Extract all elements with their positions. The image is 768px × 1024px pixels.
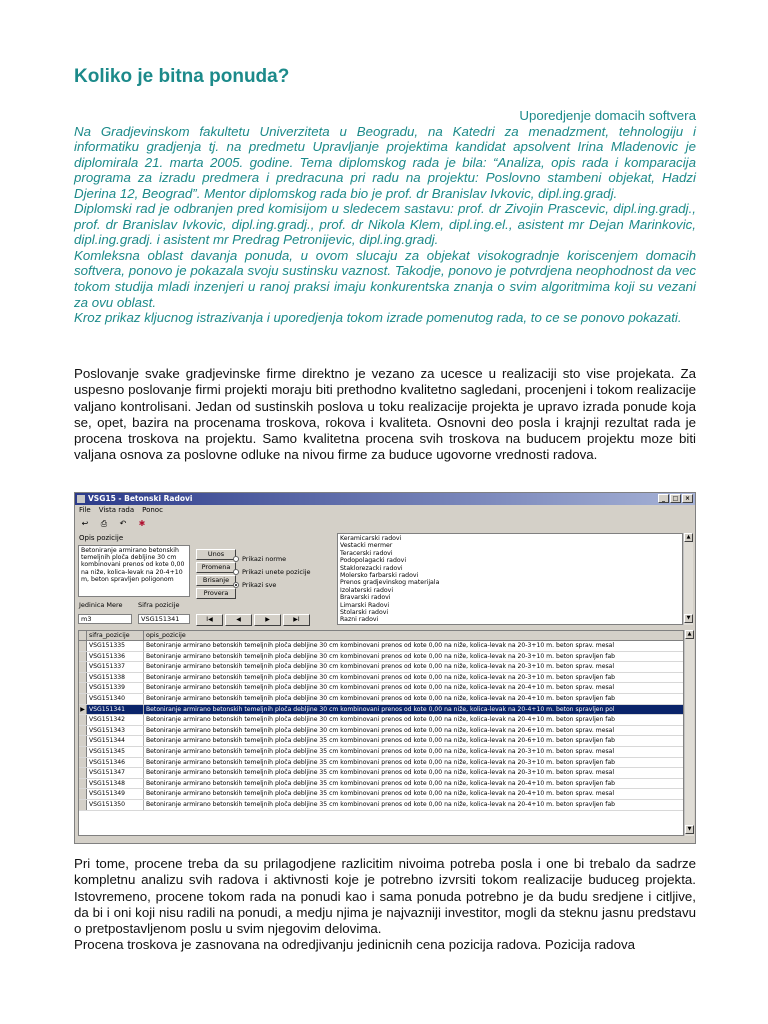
header-selector [79, 631, 87, 640]
cell-sifra[interactable]: VSG151347 [87, 768, 144, 778]
row-selector[interactable] [79, 747, 87, 757]
list-item[interactable]: Keramicarski radovi [340, 535, 402, 542]
row-selector[interactable] [79, 715, 87, 725]
row-selector[interactable] [79, 641, 87, 651]
category-scrollbar[interactable] [683, 533, 693, 625]
table-body [79, 641, 683, 811]
provera-button[interactable]: Provera [196, 588, 236, 599]
cell-opis[interactable]: Betoniranje armirano betonskih temeljnih ploča debljine 35 cm kombinovani prenos od kote 0,00 na niže, kolica-levak na 20-3+10 m. beton sprav. mesal [146, 769, 615, 777]
minimize-icon[interactable]: _ [658, 494, 669, 503]
scroll-down-icon[interactable]: ▼ [685, 825, 694, 834]
table-row[interactable] [79, 694, 683, 705]
table-row[interactable] [79, 736, 683, 747]
last-record-button[interactable]: ▶I [283, 614, 310, 626]
back-icon[interactable]: ↩ [81, 519, 89, 528]
toolbar [77, 517, 150, 531]
intro-paragraph: Kroz prikaz kljucnog istrazivanja i uporedjenja tokom izrade pomenutog rada, to ce se ponovo pokazati. [74, 310, 682, 326]
cell-sifra[interactable]: VSG151337 [87, 662, 144, 672]
menu-file[interactable]: File [79, 506, 91, 514]
column-header-sifra[interactable]: sifra_pozicije [87, 631, 144, 640]
row-selector[interactable]: ▶ [79, 705, 87, 715]
table-row[interactable] [79, 662, 683, 673]
scroll-up-icon[interactable]: ▲ [684, 533, 693, 542]
cell-opis[interactable]: Betoniranje armirano betonskih temeljnih ploča debljine 35 cm kombinovani prenos od kote 0,00 na niže, kolica-levak na 20-4+10 m. beton sprav. mesal [146, 790, 615, 798]
cell-opis[interactable]: Betoniranje armirano betonskih temeljnih ploča debljine 35 cm kombinovani prenos od kote 0,00 na niže, kolica-levak na 20-4+10 m. beton spravljen fab [146, 800, 616, 808]
body-paragraph: Procena troskova je zasnovana na odredjivanju jedinicnih cena pozicija radova. Pozicija radova [74, 937, 636, 953]
description-label: Opis pozicije [79, 534, 124, 542]
list-item[interactable]: Bravarski radovi [340, 594, 391, 602]
radio-prikazi-norme[interactable] [233, 555, 286, 563]
row-selector[interactable] [79, 768, 87, 778]
list-item[interactable]: Molersko farbarski radovi [340, 572, 419, 580]
table-row[interactable] [79, 673, 683, 684]
list-item[interactable]: Izolaterski radovi [340, 586, 394, 594]
row-selector[interactable] [79, 779, 87, 789]
table-row[interactable] [79, 652, 683, 663]
cell-sifra[interactable]: VSG151346 [87, 758, 144, 768]
row-selector[interactable] [79, 683, 87, 693]
menu-vista-rada[interactable]: Vista rada [98, 506, 135, 514]
body-paragraph: Poslovanje svake gradjevinske firme direktno je vezano za ucesce u realizaciji sto vise projekata. Za uspesno poslovanje firmi projekti moraju biti prethodno kvalitetno sagledani, procenjeni i tokom realizacije valjano kontrolisani. Jedan od sustinskih poslova u toku realizacije projekta je upravo izrada ponude koja se, opet, bazira na procenama troskova, rokova i kvaliteta. Osnovni deo posla i krajnji rezultat rada je procena troskova na projektu. Samo kvalitetna procena svih troskova na buducem projektu moze biti valjana osnova za poslovne odluke na nivou firme za buduce ugovorne vrednosti radova. [74, 366, 696, 463]
cell-opis[interactable]: Betoniranje armirano betonskih temeljnih ploča debljine 30 cm kombinovani prenos od kote 0,00 na niže, kolica-levak na 20-3+10 m. beton sprav. mesal [146, 663, 615, 671]
cell-sifra[interactable]: VSG151348 [87, 779, 144, 789]
cell-sifra[interactable]: VSG151342 [87, 715, 144, 725]
table-row[interactable] [79, 715, 683, 726]
scroll-track[interactable] [685, 639, 694, 825]
category-list[interactable] [337, 533, 683, 625]
row-selector[interactable] [79, 758, 87, 768]
table-row[interactable] [79, 779, 683, 790]
menu-ponoc[interactable]: Ponoc [142, 506, 163, 514]
cell-opis[interactable]: Betoniranje armirano betonskih temeljnih ploča debljine 30 cm kombinovani prenos od kote 0,00 na niže, kolica-levak na 20-4+10 m. beton sprav. mesal [146, 684, 615, 692]
first-record-button[interactable]: I◀ [196, 614, 223, 626]
cell-opis[interactable]: Betoniranje armirano betonskih temeljnih ploča debljine 35 cm kombinovani prenos od kote 0,00 na niže, kolica-levak na 20-4+10 m. beton spravljen fab [146, 779, 616, 787]
list-item[interactable]: Razni radovi [340, 616, 379, 624]
undo-icon[interactable]: ↶ [119, 519, 127, 528]
intro-paragraph: Diplomski rad je odbranjen pred komisijom u sledecem sastavu: prof. dr Zivojin Prascevic, dipl.ing.gradj., prof. dr Branislav Ivkovic, dipl.ing.gradj., prof. dr Nikola Klem, dipl.ing.el., asistent mr Dejan Marinkovic, dipl.ing.gradj. i asistent mr Predrag Petronijevic, dipl.ing.gradj. [74, 201, 696, 248]
list-item[interactable]: Limarski Radovi [340, 601, 390, 609]
table-row[interactable] [79, 641, 683, 652]
cell-opis[interactable]: Betoniranje armirano betonskih temeljnih ploča debljine 30 cm kombinovani prenos od kote 0,00 na niže, kolica-levak na 20-6+10 m. beton sprav. mesal [146, 726, 615, 734]
cell-opis[interactable]: Betoniranje armirano betonskih temeljnih ploča debljine 35 cm kombinovani prenos od kote 0,00 na niže, kolica-levak na 20-3+10 m. beton sprav. mesal [146, 747, 615, 755]
menu-bar [75, 505, 695, 516]
cell-sifra[interactable]: VSG151336 [87, 652, 144, 662]
prev-record-button[interactable]: ◀ [225, 614, 252, 626]
cell-opis[interactable]: Betoniranje armirano betonskih temeljnih ploča debljine 30 cm kombinovani prenos od kote 0,00 na niže, kolica-levak na 20-3+10 m. beton spravljen fab [146, 652, 616, 660]
window-controls [658, 494, 693, 503]
radio-prikazi-unete[interactable] [233, 568, 311, 576]
list-item[interactable]: Staklorezacki radovi [340, 564, 403, 572]
radio-indicator [233, 582, 239, 588]
list-item[interactable]: Vestacki mermer [340, 542, 393, 550]
table-row[interactable] [79, 705, 683, 716]
tool-icon[interactable]: ✱ [138, 519, 146, 528]
cell-sifra[interactable]: VSG151349 [87, 789, 144, 799]
cell-sifra[interactable]: VSG151343 [87, 726, 144, 736]
list-item[interactable]: Teracerski radovi [340, 549, 393, 557]
maximize-icon[interactable]: □ [670, 494, 681, 503]
row-selector[interactable] [79, 789, 87, 799]
cell-opis[interactable]: Betoniranje armirano betonskih temeljnih ploča debljine 30 cm kombinovani prenos od kote 0,00 na niže, kolica-levak na 20-4+10 m. beton spravljen pol [144, 705, 683, 715]
table-scrollbar[interactable] [684, 630, 694, 836]
code-label: Sifra pozicije [138, 601, 180, 609]
table-row[interactable] [79, 768, 683, 779]
list-item[interactable]: Stolarski radovi [340, 609, 389, 617]
row-selector[interactable] [79, 736, 87, 746]
radio-label: Prikazi sve [242, 581, 277, 589]
list-item[interactable]: Podopolagacki radovi [340, 557, 407, 565]
cell-sifra[interactable]: VSG151344 [87, 736, 144, 746]
cell-opis[interactable]: Betoniranje armirano betonskih temeljnih ploča debljine 30 cm kombinovani prenos od kote 0,00 na niže, kolica-levak na 20-4+10 m. beton spravljen fab [146, 694, 616, 702]
cell-opis[interactable]: Betoniranje armirano betonskih temeljnih ploča debljine 30 cm kombinovani prenos od kote 0,00 na niže, kolica-levak na 20-3+10 m. beton spravljen fab [146, 673, 616, 681]
close-icon[interactable]: × [682, 494, 693, 503]
app-icon [77, 495, 85, 503]
window-title: VSG15 - Betonski Radovi [88, 494, 193, 503]
table-row[interactable] [79, 683, 683, 694]
list-item[interactable]: Prenos gradjevinskog materijala [340, 579, 440, 587]
cell-sifra[interactable]: VSG151340 [87, 694, 144, 704]
scroll-up-icon[interactable]: ▲ [685, 630, 694, 639]
table-row[interactable] [79, 789, 683, 800]
row-selector[interactable] [79, 800, 87, 810]
window-titlebar [75, 493, 695, 505]
table-row[interactable] [79, 758, 683, 769]
scroll-down-icon[interactable]: ▼ [684, 614, 693, 623]
intro-paragraph: Na Gradjevinskom fakultetu Univerziteta u Beogradu, na Katedri za menadzment, tehnologiju i informatiku gradjenja tj. na predmetu Upravljanje projektima kandidat apsolvent Irina Mladenovic je diplomirala 21. marta 2005. godine. Tema diplomskog rada je bila: “Analiza, opis rada i komparacija programa za izradu predmera i predracuna pri radu na projektu: Poslovno stambeni objekat, Hadzi Djerina 12, Beograd”. Mentor diplomskog rada bio je prof. dr Branislav Ivkovic, dipl.ing.gradj. [74, 123, 696, 201]
row-selector[interactable] [79, 726, 87, 736]
radio-indicator [233, 569, 239, 575]
cell-opis[interactable]: Betoniranje armirano betonskih temeljnih ploča debljine 35 cm kombinovani prenos od kote 0,00 na niže, kolica-levak na 20-3+10 m. beton spravljen fab [146, 758, 616, 766]
table-row[interactable] [79, 726, 683, 737]
body-paragraph-2 [74, 856, 696, 954]
print-icon[interactable]: ⎙ [100, 518, 108, 528]
table-header [79, 631, 683, 641]
row-selector[interactable] [79, 673, 87, 683]
cell-opis[interactable]: Betoniranje armirano betonskih temeljnih ploča debljine 30 cm kombinovani prenos od kote 0,00 na niže, kolica-levak na 20-3+10 m. beton sprav. mesal [146, 642, 615, 649]
body-paragraph-1 [74, 366, 696, 464]
cell-sifra[interactable]: VSG151341 [87, 705, 144, 715]
radio-label: Prikazi norme [242, 555, 287, 563]
table-row[interactable] [79, 800, 683, 811]
cell-sifra[interactable]: VSG151335 [87, 641, 144, 651]
cell-opis[interactable]: Betoniranje armirano betonskih temeljnih ploča debljine 35 cm kombinovani prenos od kote 0,00 na niže, kolica-levak na 20-6+10 m. beton spravljen fab [146, 737, 616, 745]
positions-table [78, 630, 684, 836]
app-window [74, 492, 696, 844]
unos-button[interactable]: Unos [196, 549, 236, 560]
radio-indicator [233, 556, 239, 562]
intro-paragraph: Komleksna oblast davanja ponuda, u ovom slucaju za objekat visokogradnje koriscenjem domacih softvera, ponovo je pokazala svoju sustinsku vaznost. Takodje, ponovo je potvrdjena neophodnost da vec tokom studija mladi inzenjeri u ranoj praksi imaju konkurentska znanja o svim algoritmima koji su vezani za ovu oblast. [74, 247, 696, 310]
radio-prikazi-sve[interactable] [233, 581, 276, 589]
cell-sifra[interactable]: VSG151350 [87, 800, 144, 810]
radio-label: Prikazi unete pozicije [242, 568, 311, 576]
unit-label: Jedinica Mere [79, 601, 123, 609]
cell-sifra[interactable]: VSG151345 [87, 747, 144, 757]
code-field[interactable]: VSG151341 [138, 614, 190, 624]
intro-block [74, 108, 696, 326]
cell-sifra[interactable]: VSG151339 [87, 683, 144, 693]
table-row[interactable] [79, 747, 683, 758]
row-selector[interactable] [79, 694, 87, 704]
row-selector[interactable] [79, 662, 87, 672]
description-textarea[interactable]: Betoniranje armirano betonskih temeljnih ploča debljine 30 cm kombinovani prenos od kote 0,00 na niže, kolica-levak na 20-4+10 m, beton spravljen poligonom [78, 545, 190, 597]
row-selector[interactable] [79, 652, 87, 662]
unit-field[interactable]: m3 [78, 614, 132, 624]
column-header-opis[interactable]: opis_pozicije [146, 632, 186, 639]
brisanje-button[interactable]: Brisanje [196, 575, 236, 586]
cell-opis[interactable]: Betoniranje armirano betonskih temeljnih ploča debljine 30 cm kombinovani prenos od kote 0,00 na niže, kolica-levak na 20-4+10 m. beton spravljen fab [146, 716, 616, 724]
next-record-button[interactable]: ▶ [254, 614, 281, 626]
article-subtitle: Uporedjenje domacih softvera [519, 108, 696, 123]
promena-button[interactable]: Promena [196, 562, 236, 573]
article-title: Koliko je bitna ponuda? [74, 66, 290, 87]
body-paragraph: Pri tome, procene treba da su prilagodjene razlicitim nivoima potreba posla i one bi trebalo da sadrze kompletnu analizu svih radova i aktivnosti koje je potrebno izvrsiti tokom realizacije buduceg projekta. Istovremeno, procene tokom rada na ponudi kao i sama ponuda potrebno je da budu sredjene i citljive, da bi i oni koji nisu radili na ponudi, a medju njima je najvazniji investitor, mogli da steknu jasnu predstavu o pretpostavljenom poslu u svim njegovim delovima. [74, 856, 696, 937]
cell-sifra[interactable]: VSG151338 [87, 673, 144, 683]
scroll-track[interactable] [684, 542, 693, 614]
